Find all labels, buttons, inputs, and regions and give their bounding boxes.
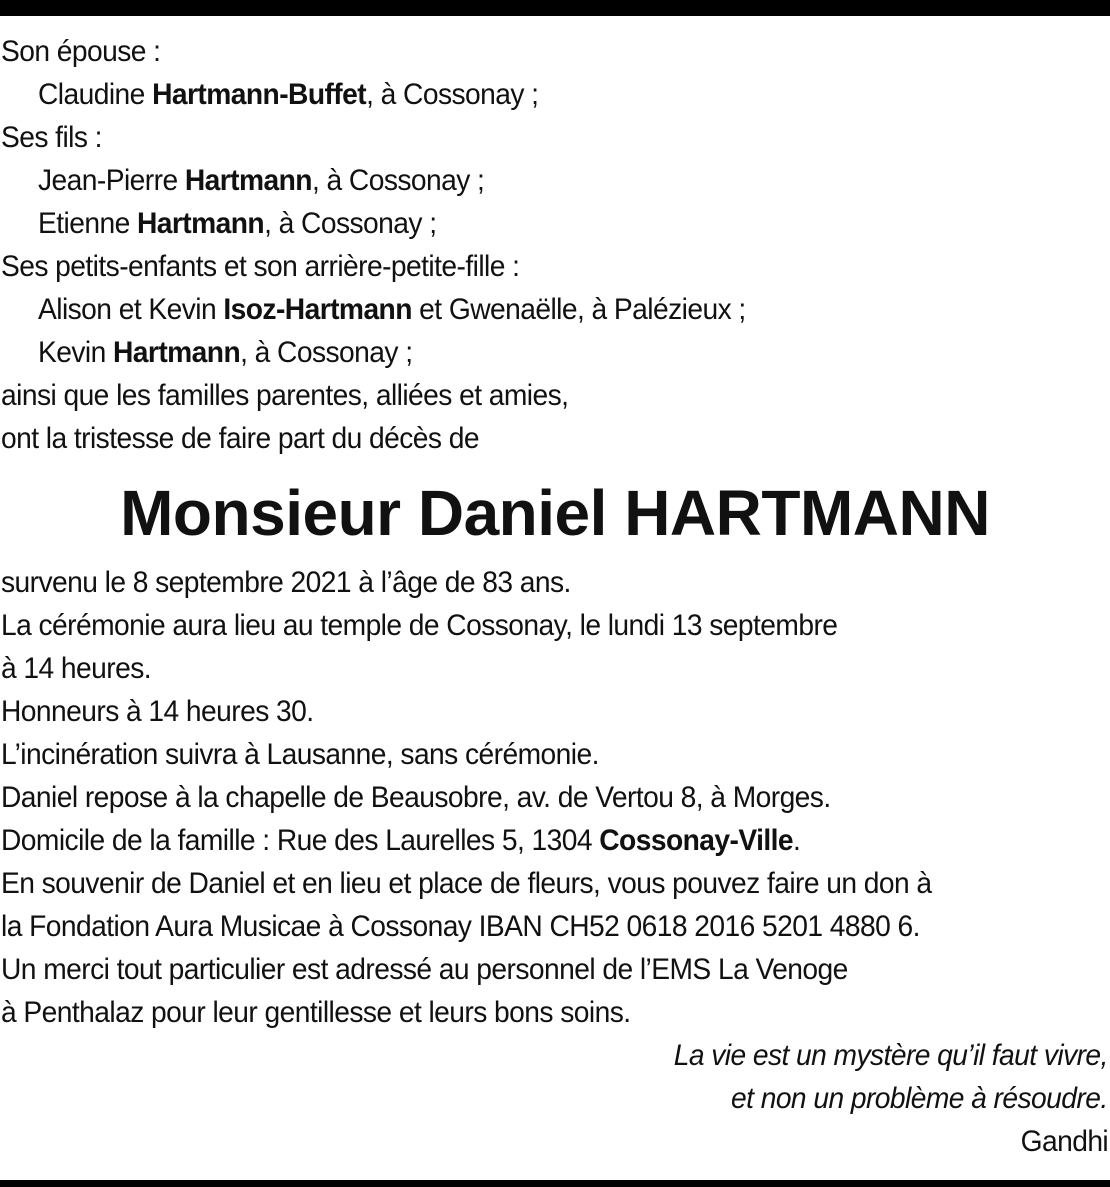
donation-line: En souvenir de Daniel et en lieu et place de fleurs, vous pouvez faire un don à <box>1 867 932 900</box>
son-residence: , à Cossonay ; <box>264 207 437 240</box>
domicile-address: Domicile de la famille : Rue des Laurelles 5, 1304 <box>1 824 600 857</box>
ceremony-time-line: à 14 heures. <box>1 652 152 685</box>
domicile-period: . <box>793 824 801 857</box>
sons-heading: Ses fils : <box>1 121 102 154</box>
top-border-rule <box>0 0 1110 16</box>
son-first-name: Jean-Pierre <box>38 164 185 197</box>
deceased-name: Monsieur Daniel HARTMANN <box>120 477 990 549</box>
spouse-heading: Son épouse : <box>1 35 161 68</box>
son-first-name: Etienne <box>38 207 137 240</box>
family-domicile-line <box>1 819 800 862</box>
ceremony-line: La cérémonie aura lieu au temple de Cossonay, le lundi 13 septembre <box>1 609 838 642</box>
honours-line: Honneurs à 14 heures 30. <box>1 695 314 728</box>
spouse-last-name: Hartmann-Buffet <box>152 78 367 111</box>
grandchild-residence: et Gwenaëlle, à Palézieux ; <box>411 293 746 326</box>
grandchild-last-name: Hartmann <box>112 336 241 369</box>
grandchild-entry <box>38 288 746 331</box>
quote-line: La vie est un mystère qu’il faut vivre, <box>673 1039 1108 1072</box>
spouse-first-name: Claudine <box>38 78 153 111</box>
grandchild-first-name: Alison et Kevin <box>38 293 224 326</box>
son-last-name: Hartmann <box>136 207 265 240</box>
grandchild-last-name: Isoz-Hartmann <box>223 293 412 326</box>
donation-iban-line: la Fondation Aura Musicae à Cossonay IBAN CH52 0618 2016 5201 4880 6. <box>1 910 920 943</box>
announcement-line: ont la tristesse de faire part du décès de <box>1 422 479 455</box>
incineration-line: L’incinération suivra à Lausanne, sans cérémonie. <box>1 738 599 771</box>
spouse-residence: , à Cossonay ; <box>366 78 539 111</box>
son-entry <box>38 202 436 245</box>
bottom-border-rule <box>0 1180 1110 1187</box>
son-last-name: Hartmann <box>184 164 312 197</box>
thanks-line: Un merci tout particulier est adressé au personnel de l’EMS La Venoge <box>1 953 848 986</box>
grandchildren-heading: Ses petits-enfants et son arrière-petite-fille : <box>1 250 520 283</box>
grandchild-residence: , à Cossonay ; <box>240 336 413 369</box>
son-entry <box>38 159 484 202</box>
death-date-line: survenu le 8 septembre 2021 à l’âge de 83 ans. <box>1 566 571 599</box>
grandchild-entry <box>38 331 412 374</box>
son-residence: , à Cossonay ; <box>311 164 485 197</box>
quote-line-continued: et non un problème à résoudre. <box>731 1082 1108 1115</box>
spouse-entry <box>38 73 538 116</box>
thanks-line-continued: à Penthalaz pour leur gentillesse et leurs bons soins. <box>1 996 631 1029</box>
relatives-line: ainsi que les familles parentes, alliées et amies, <box>1 379 569 412</box>
domicile-town: Cossonay-Ville <box>599 824 794 857</box>
quote-author: Gandhi <box>1020 1125 1108 1158</box>
viewing-location-line: Daniel repose à la chapelle de Beausobre, av. de Vertou 8, à Morges. <box>1 781 831 814</box>
grandchild-first-name: Kevin <box>38 336 113 369</box>
